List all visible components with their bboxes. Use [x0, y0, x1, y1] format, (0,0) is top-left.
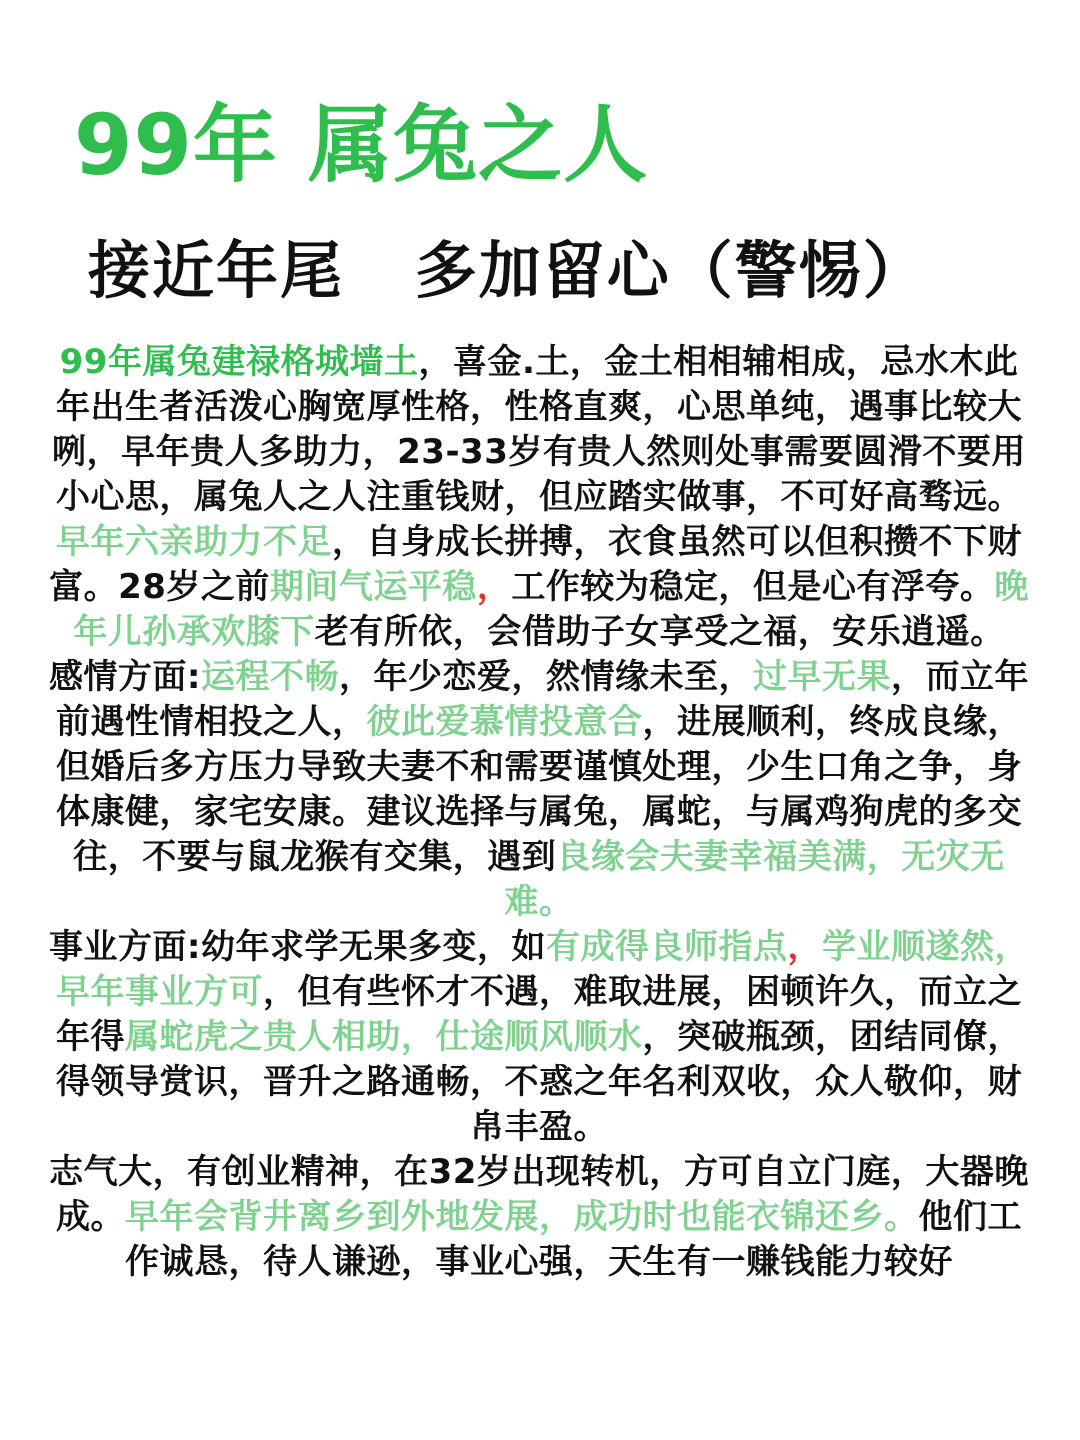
highlight-text: ， — [476, 567, 512, 607]
body-text: 他们工作诚恳，待人谦逊，事业心强，天生有一赚钱能力较好 — [125, 1197, 1022, 1282]
body-text: ，自身成长拼搏，衣食虽然可以但积攒不下财富。28岁之前 — [49, 522, 1022, 607]
paragraph-ambition — [44, 1150, 1034, 1285]
highlight-text: 早年六亲助力不足 — [56, 522, 332, 562]
highlight-text: 有成得良师指点 — [546, 927, 788, 967]
page-subtitle: 接近年尾 多加留心（警惕） — [88, 234, 927, 307]
highlight-text: 过早无果 — [753, 657, 892, 697]
paragraph-fortune — [44, 520, 1034, 655]
body-text: 事业方面:幼年求学无果多变，如 — [48, 927, 547, 967]
paragraph-relationships — [44, 655, 1034, 925]
paragraph-career — [44, 925, 1034, 1150]
body-text: ，突破瓶颈，团结同僚，得领导赏识，晋升之路通畅，不惑之年名利双收，众人敬仰，财帛丰盈。 — [56, 1017, 1022, 1147]
highlight-text: 期间气运平稳 — [269, 567, 477, 607]
body-text: 工作较为稳定，但是心有浮夸。 — [511, 567, 995, 607]
highlight-text: 99年属兔建禄格城墙土 — [59, 342, 419, 382]
body-text: ，进展顺利，终成良缘，但婚后多方压力导致夫妻不和需要谨慎处理，少生口角之争，身体康健，家宅安康。建议选择与属兔，属蛇，与属鸡狗虎的多交往，不要与鼠龙猴有交集，遇到 — [56, 702, 1022, 877]
body-text: ，喜金.土，金土相相辅相成，忌水木此年出生者活泼心胸宽厚性格，性格直爽，心思单纯，遇事比较大咧，早年贵人多助力，23-33岁有贵人然则处事需要圆滑不要用小心思，属兔人之人注重钱财，但应踏实做事，不可好高骛远。 — [52, 342, 1026, 517]
page-title: 99年 属兔之人 — [74, 96, 649, 194]
highlight-text: 晚年儿孙承欢膝下 — [73, 567, 1029, 652]
body-text: 志气大，有创业精神，在32岁出现转机，方可自立门庭，大器晚成。 — [49, 1152, 1029, 1237]
body-text: 老有所依，会借助子女享受之福，安乐逍遥。 — [314, 612, 1005, 652]
highlight-text: 属蛇虎之贵人相助，仕途顺风顺水 — [125, 1017, 643, 1057]
highlight-text: 彼此爱慕情投意合 — [366, 702, 643, 742]
highlight-text: 良缘会夫妻幸福美满，无灾无难。 — [504, 837, 1005, 922]
body-text: ，而立年前遇性情相投之人， — [56, 657, 1030, 742]
highlight-text: 运程不畅 — [201, 657, 340, 697]
body-text: 感情方面: — [48, 657, 202, 697]
body-text: ，年少恋爱，然情缘未至， — [339, 657, 754, 697]
highlight-text: 学业顺遂然，早年事业方可 — [56, 927, 1030, 1012]
highlight-text: ， — [787, 927, 823, 967]
body-text: ，但有些怀才不遇，难取进展，困顿许久，而立之年得 — [56, 972, 1022, 1057]
highlight-text: 早年会背井离乡到外地发展，成功时也能衣锦还乡。 — [125, 1197, 919, 1237]
article-body — [44, 340, 1034, 1285]
paragraph-intro — [44, 340, 1034, 520]
